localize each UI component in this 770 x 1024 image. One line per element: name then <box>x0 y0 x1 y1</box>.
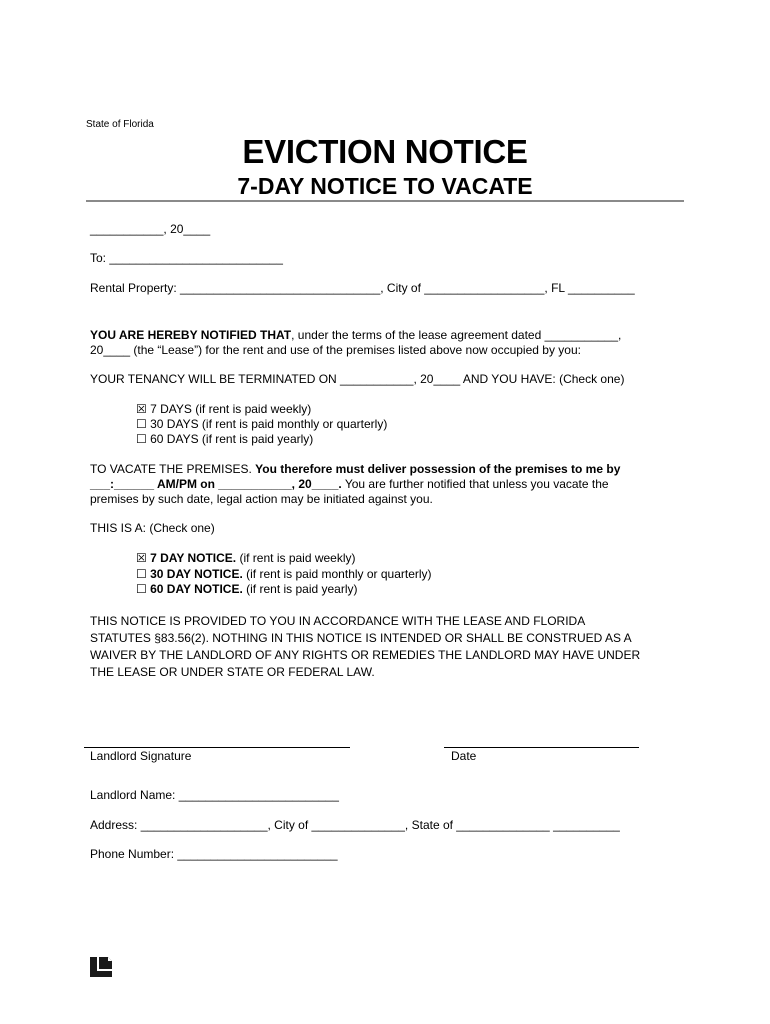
checked-box-icon: ☒ <box>136 402 147 416</box>
unchecked-box-icon: ☐ <box>136 417 147 431</box>
state-label: State of Florida <box>86 119 154 130</box>
notice-type-bold: 60 DAY NOTICE. <box>150 582 243 596</box>
rental-property-field: Rental Property: ______________________________, City of __________________, FL __________ <box>90 281 635 295</box>
date-field: ___________, 20____ <box>90 222 211 236</box>
days-option-7 <box>136 402 311 417</box>
unchecked-box-icon: ☐ <box>136 582 147 596</box>
notice-type-60 <box>136 582 358 597</box>
this-is-label: THIS IS A: (Check one) <box>90 521 215 535</box>
vacate-line-2-rest: You are further notified that unless you vacate the <box>341 477 609 491</box>
notice-type-rest: (if rent is paid weekly) <box>236 551 356 565</box>
days-option-label: 60 DAYS (if rent is paid yearly) <box>150 432 314 446</box>
vacate-deadline-bold: ___:______ AM/PM on ___________, 20____. <box>90 477 342 491</box>
notice-type-rest: (if rent is paid yearly) <box>242 582 358 596</box>
disclaimer-line: WAIVER BY THE LANDLORD OF ANY RIGHTS OR REMEDIES THE LANDLORD MAY HAVE UNDER <box>90 648 641 662</box>
notice-lead-bold: YOU ARE HEREBY NOTIFIED THAT <box>90 328 292 342</box>
unchecked-box-icon: ☐ <box>136 432 147 446</box>
notice-line-1 <box>90 328 621 343</box>
notice-type-30 <box>136 567 432 582</box>
checked-box-icon: ☒ <box>136 551 147 565</box>
vacate-text: TO VACATE THE PREMISES. <box>90 462 256 476</box>
vacate-line-3: premises by such date, legal action may be initiated against you. <box>90 492 433 506</box>
vacate-bold: You therefore must deliver possession of the premises to me by <box>255 462 621 476</box>
days-option-label: 7 DAYS (if rent is paid weekly) <box>150 402 312 416</box>
document-subtitle: 7-DAY NOTICE TO VACATE <box>237 173 533 199</box>
to-field: To: __________________________ <box>90 251 283 265</box>
address-field: Address: ___________________, City of ______________, State of ______________ __________ <box>90 818 620 832</box>
days-option-30 <box>136 417 387 432</box>
phone-number-field: Phone Number: ________________________ <box>90 847 338 861</box>
days-option-label: 30 DAYS (if rent is paid monthly or quarterly) <box>150 417 388 431</box>
days-option-60 <box>136 432 313 447</box>
landlord-signature-label: Landlord Signature <box>90 749 192 763</box>
notice-type-bold: 7 DAY NOTICE. <box>150 551 237 565</box>
disclaimer-line: THE LEASE OR UNDER STATE OR FEDERAL LAW. <box>90 665 375 679</box>
landlord-name-field: Landlord Name: ________________________ <box>90 788 339 802</box>
disclaimer-line: STATUTES §83.56(2). NOTHING IN THIS NOTICE IS INTENDED OR SHALL BE CONSTRUED AS A <box>90 631 632 645</box>
notice-type-bold: 30 DAY NOTICE. <box>150 567 243 581</box>
notice-type-7 <box>136 551 356 566</box>
vacate-line-2 <box>90 477 609 492</box>
notice-type-rest: (if rent is paid monthly or quarterly) <box>242 567 432 581</box>
date-label: Date <box>451 749 477 763</box>
landlord-signature-line <box>84 747 350 748</box>
vacate-line-1 <box>90 462 620 477</box>
document-title: EVICTION NOTICE <box>242 133 528 170</box>
unchecked-box-icon: ☐ <box>136 567 147 581</box>
title-divider <box>86 200 684 202</box>
termination-line: YOUR TENANCY WILL BE TERMINATED ON ___________, 20____ AND YOU HAVE: (Check one) <box>90 372 625 386</box>
document-brand-icon <box>90 957 112 977</box>
notice-line-2: 20____ (the “Lease”) for the rent and use of the premises listed above now occupied by you: <box>90 343 581 357</box>
date-signature-line <box>444 747 639 748</box>
disclaimer-line: THIS NOTICE IS PROVIDED TO YOU IN ACCORDANCE WITH THE LEASE AND FLORIDA <box>90 614 586 628</box>
notice-lead-rest: , under the terms of the lease agreement dated ___________, <box>291 328 622 342</box>
